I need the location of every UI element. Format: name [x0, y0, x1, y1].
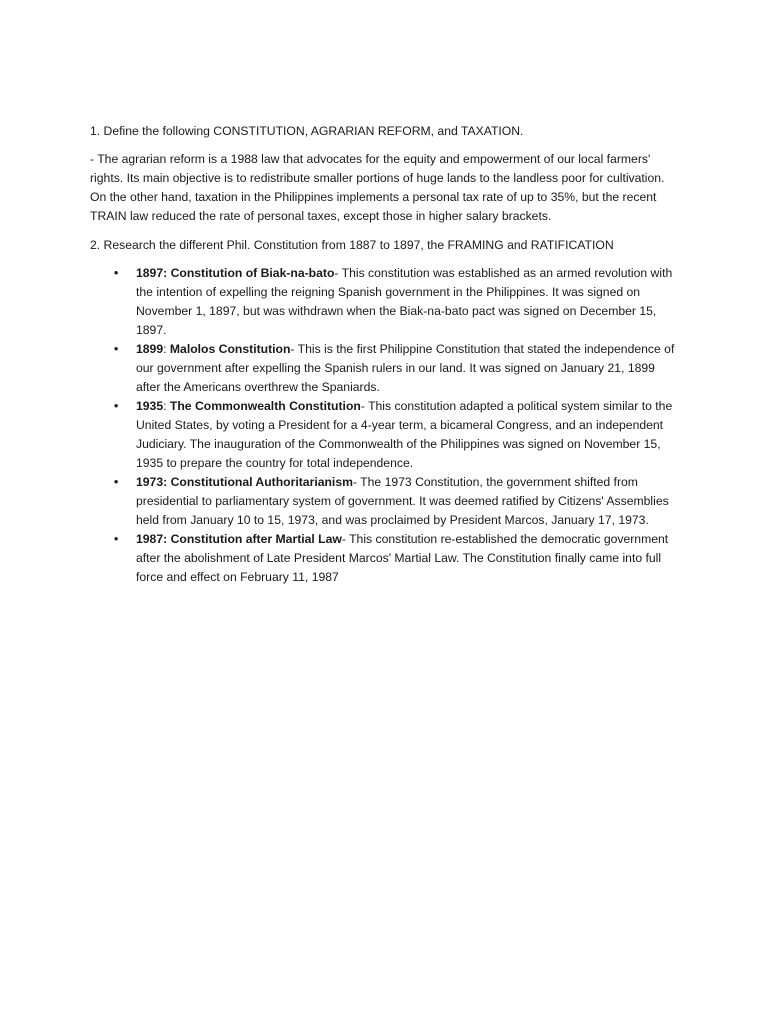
- list-item: [114, 397, 680, 473]
- constitution-name: Constitution of Biak-na-bato: [170, 266, 335, 280]
- constitution-description: - This constitution re-established the democratic government after the abolishment of Late President Marcos' Martial Law. The Constitution finally came into full force and effect on February 11, 1987: [136, 532, 669, 584]
- constitution-year: 1897: [136, 266, 164, 280]
- constitution-name: Constitutional Authoritarianism: [170, 475, 353, 489]
- list-item: [114, 530, 680, 587]
- constitution-name: The Commonwealth Constitution: [169, 399, 361, 413]
- constitution-description: - This constitution adapted a political system similar to the United States, by voting a President for a 4-year term, a bicameral Congress, and an independent Judiciary. The inauguration of the Commonwealth of the Philippines was signed on November 15, 1935 to prepare the country for total independence.: [136, 399, 673, 470]
- list-item: [114, 264, 680, 340]
- year-separator: :: [163, 342, 170, 356]
- bullet-icon: •: [114, 266, 119, 280]
- document-page: [90, 122, 680, 587]
- year-separator: :: [163, 532, 171, 546]
- constitution-year: 1987: [136, 532, 164, 546]
- answer-1: - The agrarian reform is a 1988 law that advocates for the equity and empowerment of our local farmers' rights. Its main objective is to redistribute smaller portions of huge lands to the landless poor for cultivation. On the other hand, taxation in the Philippines implements a personal tax rate of up to 35%, but the recent TRAIN law reduced the rate of personal taxes, except those in higher salary brackets.: [90, 152, 665, 223]
- question-1: 1. Define the following CONSTITUTION, AGRARIAN REFORM, and TAXATION.: [90, 124, 524, 138]
- constitution-year: 1899: [136, 342, 164, 356]
- bullet-icon: •: [114, 532, 119, 546]
- constitution-description: - This is the first Philippine Constitution that stated the independence of our government after expelling the Spanish rulers in our land. It was signed on January 21, 1899 after the Americans overthrew the Spaniards.: [136, 342, 675, 394]
- constitution-name: Constitution after Martial Law: [170, 532, 342, 546]
- list-item: [114, 473, 680, 530]
- question-2: 2. Research the different Phil. Constitution from 1887 to 1897, the FRAMING and RATIFICATION: [90, 238, 614, 252]
- bullet-icon: •: [114, 475, 119, 489]
- bullet-icon: •: [114, 342, 119, 356]
- constitution-year: 1973: [136, 475, 164, 489]
- constitution-description: - This constitution was established as an armed revolution with the intention of expelling the reigning Spanish government in the Philippines. It was signed on November 1, 1897, but was withdrawn when the Biak-na-bato pact was signed on December 15, 1897.: [136, 266, 673, 337]
- constitution-description: - The 1973 Constitution, the government shifted from presidential to parliamentary system of government. It was deemed ratified by Citizens' Assemblies held from January 10 to 15, 1973, and was proclaimed by President Marcos, January 17, 1973.: [136, 475, 669, 527]
- bullet-icon: •: [114, 399, 119, 413]
- year-separator: :: [163, 399, 170, 413]
- year-separator: :: [163, 266, 171, 280]
- list-item: [114, 340, 680, 397]
- constitution-name: Malolos Constitution: [169, 342, 291, 356]
- constitution-year: 1935: [136, 399, 164, 413]
- constitution-list: [90, 264, 680, 587]
- year-separator: :: [163, 475, 171, 489]
